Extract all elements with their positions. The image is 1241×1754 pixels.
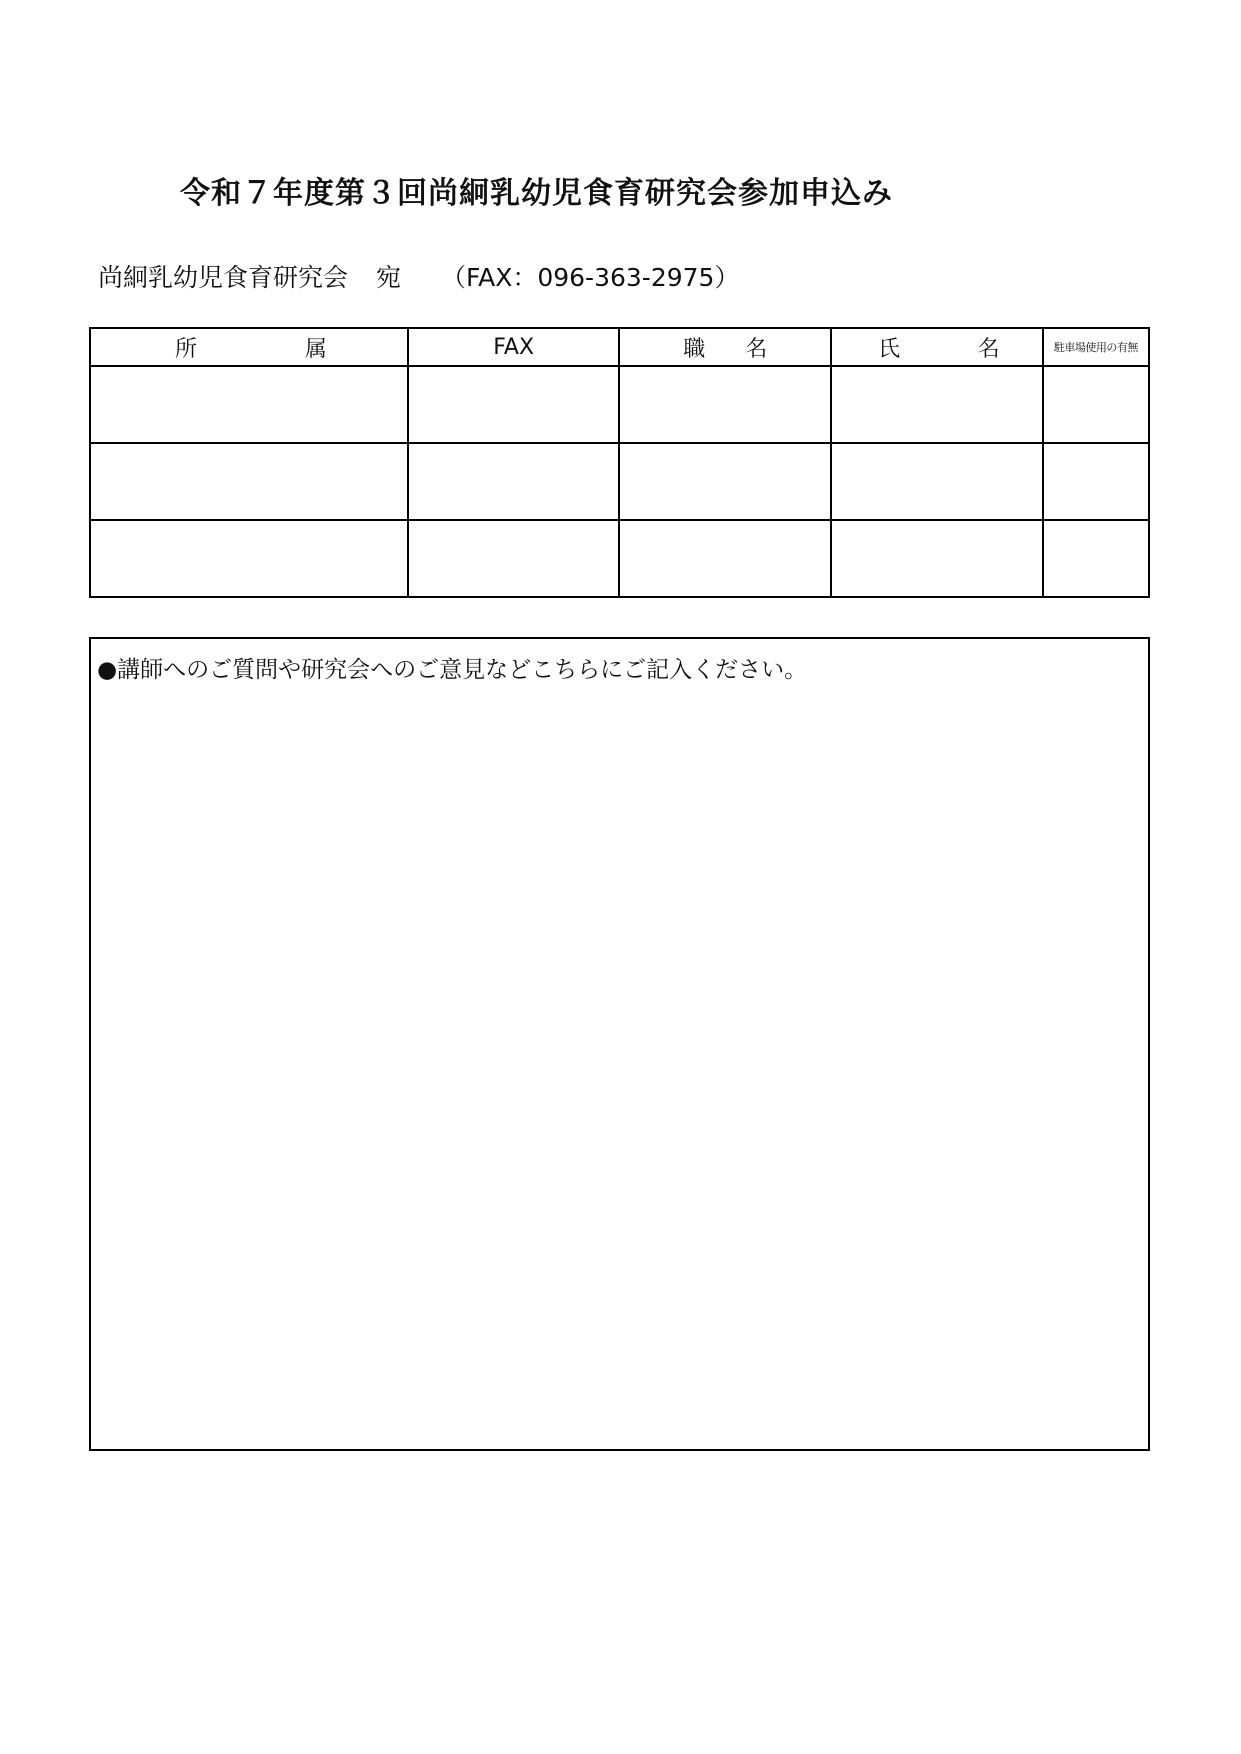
comment-box[interactable] [89, 637, 1150, 1451]
cell-position[interactable] [619, 443, 831, 520]
header-position-char2: 名 [745, 336, 768, 362]
comment-label: ●講師へのご質問や研究会へのご意見などこちらにご記入ください。 [97, 657, 808, 683]
cell-parking[interactable] [1043, 366, 1149, 443]
table-row [90, 520, 1149, 597]
header-position [619, 328, 831, 366]
header-fax: FAX [408, 328, 620, 366]
cell-position[interactable] [619, 366, 831, 443]
cell-parking[interactable] [1043, 520, 1149, 597]
cell-fax[interactable] [408, 443, 620, 520]
header-affiliation-char2: 属 [304, 336, 327, 362]
header-position-char1: 職 [683, 336, 706, 362]
addressee-honorific: 宛 [376, 263, 402, 292]
cell-parking[interactable] [1043, 443, 1149, 520]
header-parking: 駐車場使用の有無 [1043, 328, 1149, 366]
addressee-org: 尚絅乳幼児食育研究会 [98, 263, 349, 292]
table-header-row [90, 328, 1149, 366]
addressee-fax: （FAX：096-363-2975） [441, 263, 740, 292]
cell-affiliation[interactable] [90, 366, 408, 443]
cell-name[interactable] [831, 443, 1043, 520]
header-name-char2: 名 [977, 336, 1000, 362]
table-row [90, 366, 1149, 443]
cell-affiliation[interactable] [90, 443, 408, 520]
cell-fax[interactable] [408, 520, 620, 597]
cell-position[interactable] [619, 520, 831, 597]
form-title: 令和７年度第３回尚絅乳幼児食育研究会参加申込み [180, 176, 893, 211]
header-name [831, 328, 1043, 366]
addressee-line [98, 258, 739, 294]
header-affiliation [90, 328, 408, 366]
header-affiliation-char1: 所 [175, 336, 198, 362]
cell-fax[interactable] [408, 366, 620, 443]
table-row [90, 443, 1149, 520]
cell-name[interactable] [831, 520, 1043, 597]
header-name-char1: 氏 [878, 336, 901, 362]
cell-name[interactable] [831, 366, 1043, 443]
cell-affiliation[interactable] [90, 520, 408, 597]
registration-table [89, 327, 1150, 598]
